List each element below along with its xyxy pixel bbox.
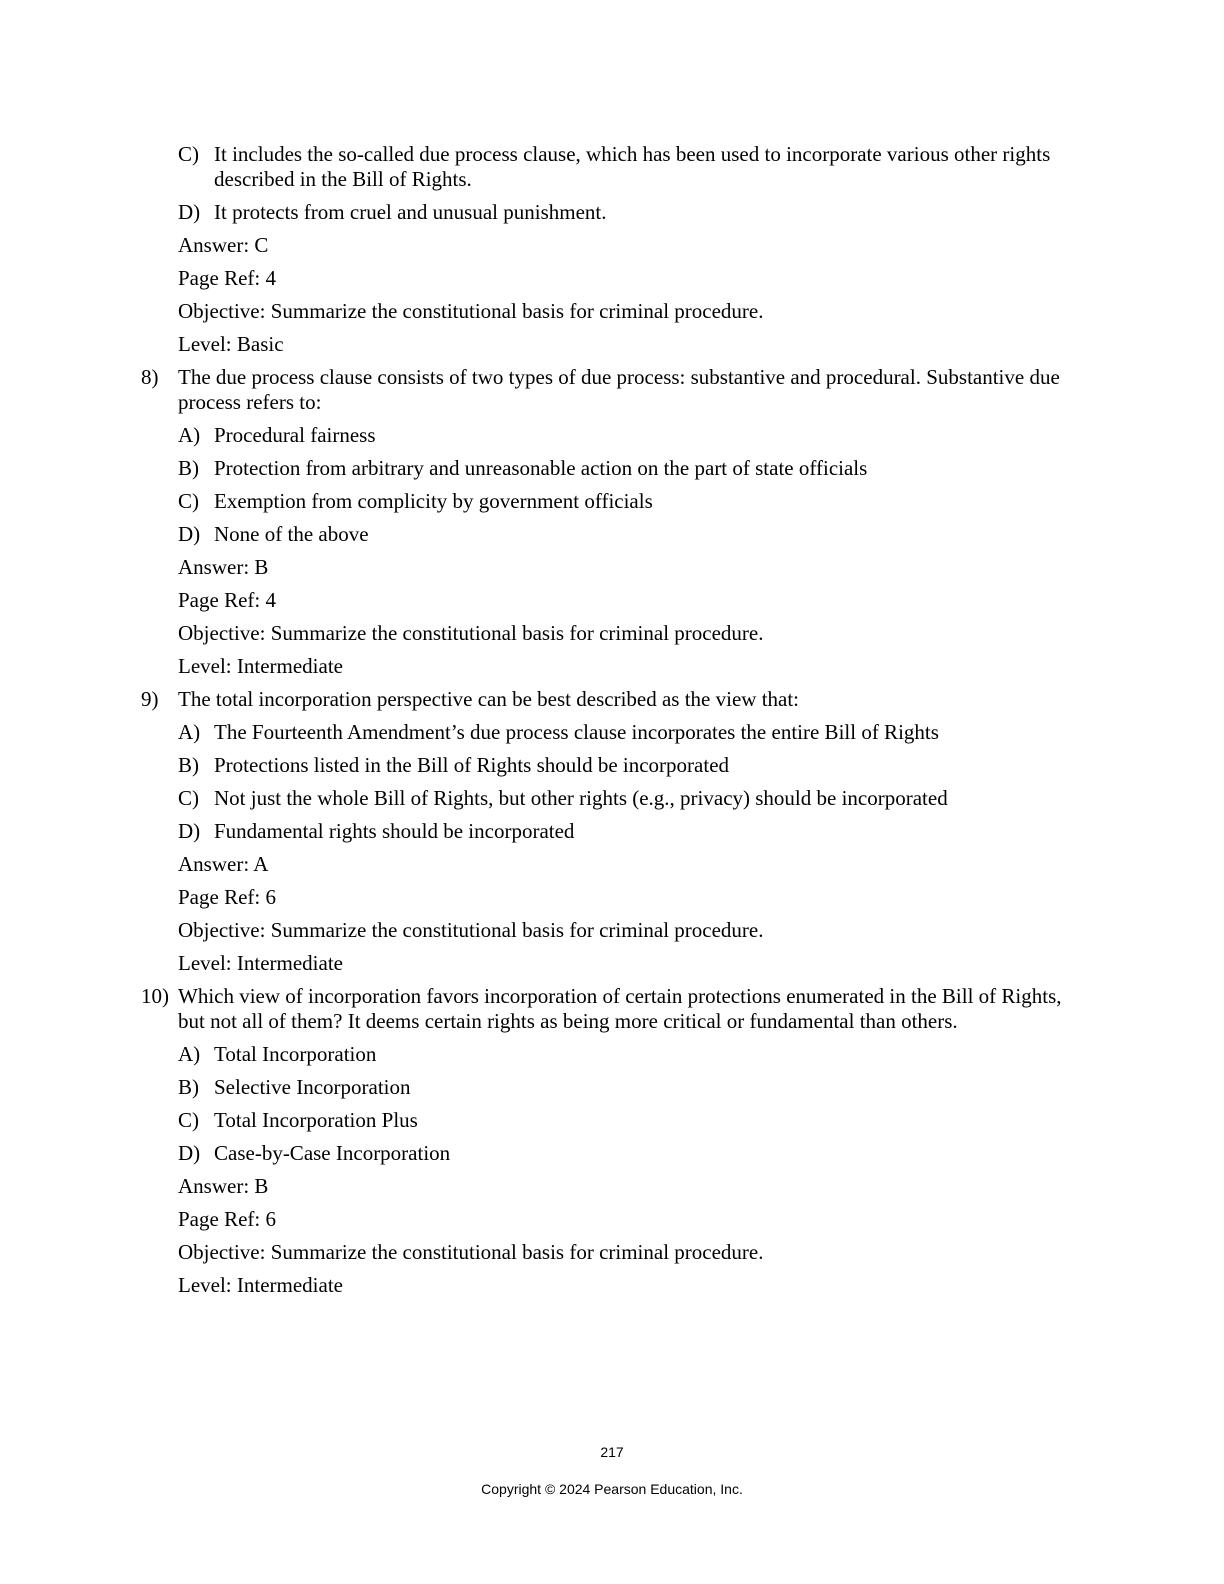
option-text: Exemption from complicity by government officials — [214, 489, 653, 513]
option-text: Fundamental rights should be incorporated — [214, 819, 575, 843]
option-text: It protects from cruel and unusual punishment. — [214, 200, 607, 224]
option-row — [0, 142, 1224, 192]
option-text: The Fourteenth Amendment’s due process clause incorporates the entire Bill of Rights — [214, 720, 939, 744]
option-letter: D) — [178, 1141, 201, 1165]
option-text: Case-by-Case Incorporation — [214, 1141, 451, 1165]
option-letter: D) — [178, 819, 201, 843]
option-letter: C) — [178, 1108, 199, 1132]
option-row — [0, 819, 1224, 844]
page-ref-line: Page Ref: 6 — [178, 885, 276, 909]
question-text: Which view of incorporation favors incorporation of certain protections enumerated in the Bill of Rights, but not all of them? It deems certain rights as being more critical or fundamental than others. — [178, 984, 1062, 1033]
option-text: Not just the whole Bill of Rights, but other rights (e.g., privacy) should be incorporated — [214, 786, 948, 810]
answer-line: Answer: B — [178, 1174, 269, 1198]
question-number: 9) — [141, 687, 159, 711]
option-letter: B) — [178, 753, 199, 777]
option-text: Total Incorporation Plus — [214, 1108, 418, 1132]
option-letter: D) — [178, 522, 201, 546]
page-ref-line: Page Ref: 6 — [178, 1207, 276, 1231]
option-row — [0, 1075, 1224, 1100]
document-body — [0, 142, 1224, 1306]
page-number: 217 — [600, 1444, 624, 1460]
option-row — [0, 423, 1224, 448]
level-line: Level: Intermediate — [178, 1273, 343, 1297]
option-row — [0, 489, 1224, 514]
option-row — [0, 753, 1224, 778]
question-text: The due process clause consists of two types of due process: substantive and procedural. Substantive due process refers to: — [178, 365, 1060, 414]
option-letter: C) — [178, 489, 199, 513]
option-text: Selective Incorporation — [214, 1075, 411, 1099]
question-stem — [0, 365, 1224, 415]
question-text: The total incorporation perspective can be best described as the view that: — [178, 687, 800, 711]
option-row — [0, 456, 1224, 481]
option-letter: A) — [178, 720, 201, 744]
option-letter: C) — [178, 786, 199, 810]
option-row — [0, 1042, 1224, 1067]
objective-line: Objective: Summarize the constitutional basis for criminal procedure. — [178, 918, 764, 942]
answer-line: Answer: A — [178, 852, 269, 876]
objective-line: Objective: Summarize the constitutional basis for criminal procedure. — [178, 299, 764, 323]
question-number: 10) — [141, 984, 169, 1008]
copyright-notice: Copyright © 2024 Pearson Education, Inc. — [481, 1481, 743, 1497]
option-text: Protection from arbitrary and unreasonable action on the part of state officials — [214, 456, 868, 480]
level-line: Level: Intermediate — [178, 951, 343, 975]
page-ref-line: Page Ref: 4 — [178, 588, 276, 612]
option-row — [0, 720, 1224, 745]
option-text: Protections listed in the Bill of Rights should be incorporated — [214, 753, 730, 777]
level-line: Level: Basic — [178, 332, 284, 356]
option-row — [0, 200, 1224, 225]
option-row — [0, 522, 1224, 547]
option-text: It includes the so-called due process clause, which has been used to incorporate various other rights described in the Bill of Rights. — [214, 142, 1051, 191]
question-stem — [0, 687, 1224, 712]
answer-line: Answer: B — [178, 555, 269, 579]
page-ref-line: Page Ref: 4 — [178, 266, 276, 290]
option-text: None of the above — [214, 522, 369, 546]
option-row — [0, 1108, 1224, 1133]
option-letter: A) — [178, 1042, 201, 1066]
option-letter: D) — [178, 200, 201, 224]
objective-line: Objective: Summarize the constitutional basis for criminal procedure. — [178, 1240, 764, 1264]
option-text: Total Incorporation — [214, 1042, 377, 1066]
answer-line: Answer: C — [178, 233, 269, 257]
level-line: Level: Intermediate — [178, 654, 343, 678]
objective-line: Objective: Summarize the constitutional basis for criminal procedure. — [178, 621, 764, 645]
question-number: 8) — [141, 365, 159, 389]
option-letter: A) — [178, 423, 201, 447]
question-stem — [0, 984, 1224, 1034]
option-row — [0, 786, 1224, 811]
option-text: Procedural fairness — [214, 423, 376, 447]
option-letter: B) — [178, 456, 199, 480]
option-row — [0, 1141, 1224, 1166]
option-letter: C) — [178, 142, 199, 166]
option-letter: B) — [178, 1075, 199, 1099]
